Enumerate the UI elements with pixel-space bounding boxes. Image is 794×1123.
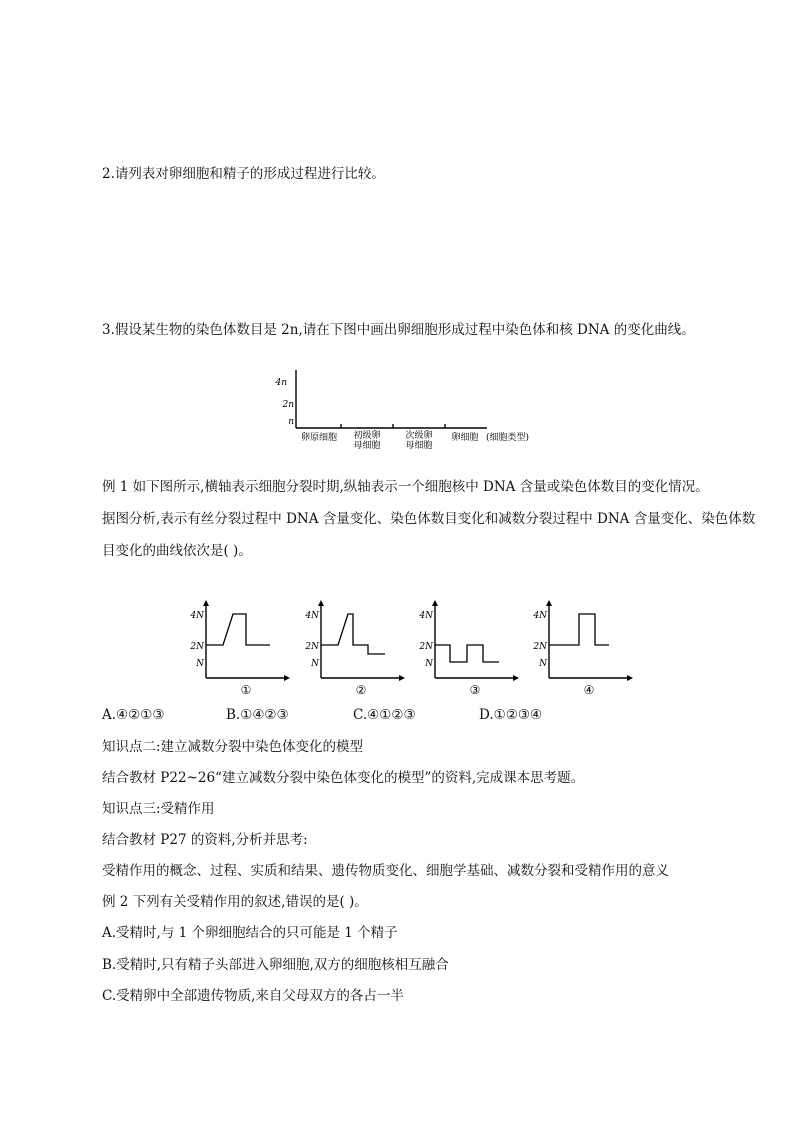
stage-label: 母细胞 [405,441,433,451]
y-tick-4n: 4n [275,378,287,388]
y-tick-label: 2N [190,642,204,652]
y-tick-label: N [196,659,204,669]
option-b[interactable]: B.①④②③ [226,707,289,723]
x-axis-arrow [284,675,290,681]
example-1-line-3: 目变化的曲线依次是( )。 [102,543,252,559]
example-2-stem: 例 2 下列有关受精作用的叙述,错误的是( )。 [102,894,368,910]
data-curve [206,614,270,645]
y-axis-arrow [546,600,552,606]
stage-label: 初级卵 [353,431,381,441]
data-curve [435,645,499,662]
y-tick-label: N [311,659,319,669]
y-tick-label: 4N [305,611,319,621]
stage-label: 卵原细胞 [300,433,338,443]
y-tick-label: N [425,659,433,669]
chart-number-label: ③ [469,683,481,697]
y-tick-label: 2N [419,642,433,652]
data-curve [549,614,609,645]
knowledge-point-2: 知识点二:建立减数分裂中染色体变化的模型 [102,739,364,755]
x-axis-arrow [627,675,633,681]
y-tick-n: n [288,417,294,427]
y-tick-label: N [539,659,547,669]
chart-number-label: ① [240,683,252,697]
example-1-line-1: 例 1 如下图所示,横轴表示细胞分裂时期,纵轴表示一个细胞核中 DNA 含量或染色体数目的变化情况。 [102,479,709,495]
x-axis-note: (细胞类型) [486,433,530,443]
knowledge-point-2-text: 结合教材 P22~26“建立减数分裂中染色体变化的模型”的资料,完成课本思考题。 [102,770,585,786]
example-2-option-c[interactable]: C.受精卵中全部遗传物质,来自父母双方的各占一半 [102,988,404,1004]
stage-label: 母细胞 [353,441,381,451]
example-2-option-b[interactable]: B.受精时,只有精子头部进入卵细胞,双方的细胞核相互融合 [102,957,449,973]
y-tick-label: 4N [190,611,204,621]
y-tick-label: 4N [533,611,547,621]
data-curve [321,614,385,654]
example-2-option-a[interactable]: A.受精时,与 1 个卵细胞结合的只可能是 1 个精子 [102,925,398,941]
y-axis-arrow [203,600,209,606]
blank-axes-chart [0,362,794,452]
example-1-line-2: 据图分析,表示有丝分裂过程中 DNA 含量变化、染色体数目变化和减数分裂过程中 DNA 含量变化、染色体数 [102,511,756,527]
y-tick-label: 2N [533,642,547,652]
question-2: 2.请列表对卵细胞和精子的形成过程进行比较。 [102,166,385,182]
option-a[interactable]: A.④②①③ [102,707,165,723]
question-3: 3.假设某生物的染色体数目是 2n,请在下图中画出卵细胞形成过程中染色体和核 DNA 的变化曲线。 [102,322,695,338]
y-tick-2n: 2n [282,400,294,410]
option-c[interactable]: C.④①②③ [353,707,416,723]
knowledge-point-3-text-1: 结合教材 P27 的资料,分析并思考: [102,832,308,848]
x-axis-arrow [399,675,405,681]
stage-label: 卵细胞 [451,433,479,443]
y-axis-arrow [432,600,438,606]
chart-number-label: ② [355,683,367,697]
x-axis-arrow [513,675,519,681]
knowledge-point-3: 知识点三:受精作用 [102,801,215,817]
option-d[interactable]: D.①②③④ [479,707,543,723]
y-tick-label: 4N [419,611,433,621]
chart-number-label: ④ [583,683,595,697]
example-1-charts [0,598,794,698]
knowledge-point-3-text-2: 受精作用的概念、过程、实质和结果、遗传物质变化、细胞学基础、减数分裂和受精作用的意义 [102,863,669,879]
stage-label: 次级卵 [405,431,433,441]
y-axis-arrow [318,600,324,606]
y-tick-label: 2N [305,642,319,652]
